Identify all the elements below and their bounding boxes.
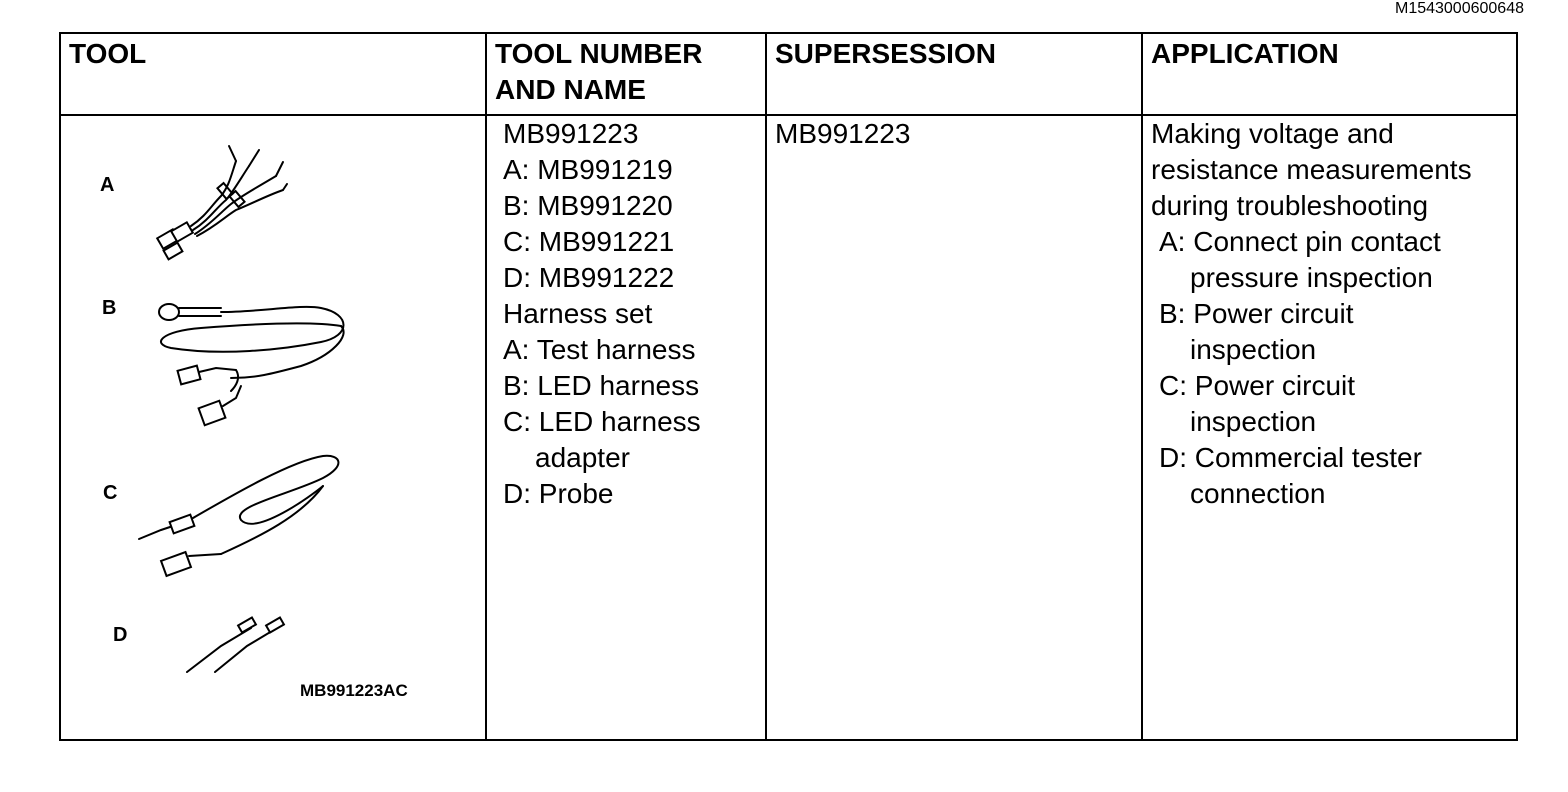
led-harness-adapter-drawing [139, 456, 338, 576]
tool-number-line: D: MB991222 [503, 262, 675, 293]
header-application: APPLICATION [1151, 38, 1339, 69]
tool-label-c: C [103, 482, 118, 504]
tool-name-line: B: LED harness [503, 370, 700, 401]
test-harness-drawing [157, 146, 287, 259]
tool-number-line: MB991223 [503, 118, 639, 149]
tool-name-line: adapter [535, 442, 630, 473]
tool-name-line: A: Test harness [503, 334, 696, 365]
tool-label-d: D [113, 624, 128, 646]
header-tool-number-cell [486, 33, 766, 115]
application-line: Making voltage and [1151, 118, 1394, 149]
tool-number-line: C: MB991221 [503, 226, 675, 257]
application-line: A: Connect pin contact [1159, 226, 1441, 257]
application-line: pressure inspection [1190, 262, 1433, 293]
application-line: resistance measurements [1151, 154, 1472, 185]
document-id: M1543000600648 [1394, 0, 1524, 17]
probe-drawing [187, 618, 284, 672]
tool-table [59, 32, 1518, 741]
tool-number-list [487, 116, 765, 512]
header-supersession: SUPERSESSION [775, 38, 996, 69]
application-line: inspection [1190, 334, 1317, 365]
application-line: D: Commercial tester [1159, 442, 1422, 473]
tool-number-line: A: MB991219 [503, 154, 673, 185]
supersession-value: MB991223 [775, 118, 911, 149]
header-supersession-cell [766, 33, 1142, 115]
header-tool-cell [60, 33, 486, 115]
header-row [60, 33, 1517, 115]
header-tool-number-line2: AND NAME [495, 74, 646, 105]
tool-name-line: D: Probe [503, 478, 614, 509]
tool-name-line: C: LED harness [503, 406, 701, 437]
tool-label-a: A [100, 174, 115, 196]
application-line: B: Power circuit [1159, 298, 1354, 329]
led-harness-drawing [159, 304, 344, 425]
tool-row [60, 115, 1517, 740]
application-line: inspection [1190, 406, 1317, 437]
application-line: C: Power circuit [1159, 370, 1356, 401]
application-list [1143, 116, 1516, 512]
tool-name-line: Harness set [503, 298, 653, 329]
header-tool-number-line1: TOOL NUMBER [495, 38, 703, 69]
supersession-cell [766, 115, 1142, 740]
tool-illustration-cell [60, 115, 486, 740]
header-tool: TOOL [69, 38, 147, 69]
tool-label-b: B [102, 297, 117, 319]
illustration-code: MB991223AC [300, 681, 408, 700]
tool-number-cell [486, 115, 766, 740]
tool-number-line: B: MB991220 [503, 190, 673, 221]
application-line: during troubleshooting [1151, 190, 1429, 221]
header-application-cell [1142, 33, 1517, 115]
application-line: connection [1190, 478, 1326, 509]
application-cell [1142, 115, 1517, 740]
